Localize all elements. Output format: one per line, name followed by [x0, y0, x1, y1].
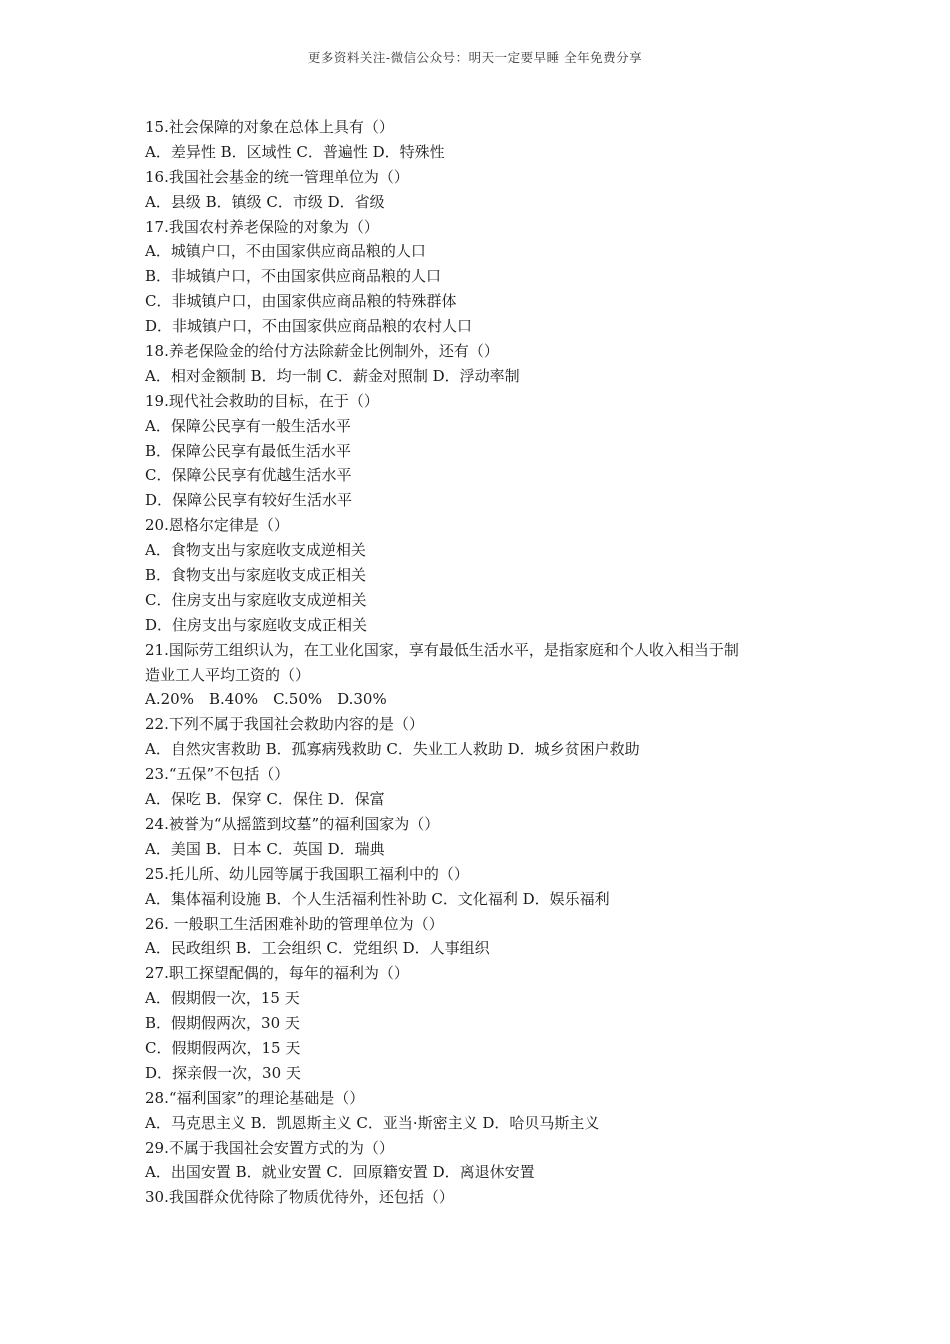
- question-21-continued: 造业工人平均工资的（）: [145, 665, 311, 684]
- question-20-option-c: C．住房支出与家庭收支成逆相关: [145, 590, 367, 609]
- question-29-options: A．出国安置 B．就业安置 C．回原籍安置 D．离退休安置: [145, 1163, 535, 1182]
- question-19-option-c: C．保障公民享有优越生活水平: [145, 466, 352, 485]
- question-27-option-d: D．探亲假一次，30 天: [145, 1063, 301, 1082]
- question-29: 29.不属于我国社会安置方式的为（）: [145, 1138, 394, 1157]
- question-28: 28.“福利国家”的理论基础是（）: [145, 1088, 365, 1107]
- question-28-options: A．马克思主义 B．凯恩斯主义 C．亚当·斯密主义 D．哈贝马斯主义: [145, 1113, 600, 1132]
- question-17: 17.我国农村养老保险的对象为（）: [145, 217, 379, 236]
- question-21: 21.国际劳工组织认为，在工业化国家，享有最低生活水平，是指家庭和个人收入相当于制: [145, 640, 739, 659]
- question-25: 25.托儿所、幼儿园等属于我国职工福利中的（）: [145, 864, 469, 883]
- question-30: 30.我国群众优待除了物质优待外，还包括（）: [145, 1188, 454, 1207]
- question-25-options: A．集体福利设施 B．个人生活福利性补助 C．文化福利 D．娱乐福利: [145, 889, 610, 908]
- question-16: 16.我国社会基金的统一管理单位为（）: [145, 167, 409, 186]
- question-27-option-b: B．假期假两次，30 天: [145, 1014, 300, 1033]
- question-18-options: A．相对金额制 B．均一制 C．薪金对照制 D．浮动率制: [145, 366, 520, 385]
- question-26: 26. 一般职工生活困难补助的管理单位为（）: [145, 914, 444, 933]
- question-17-option-c: C．非城镇户口，由国家供应商品粮的特殊群体: [145, 292, 457, 311]
- question-19-option-a: A．保障公民享有一般生活水平: [145, 416, 351, 435]
- question-17-option-d: D．非城镇户口，不由国家供应商品粮的农村人口: [145, 317, 473, 336]
- question-19-option-b: B．保障公民享有最低生活水平: [145, 441, 352, 460]
- question-27: 27.职工探望配偶的，每年的福利为（）: [145, 964, 409, 983]
- question-15-options: A．差异性 B．区域性 C．普遍性 D．特殊性: [145, 142, 445, 161]
- question-19: 19.现代社会救助的目标，在于（）: [145, 391, 379, 410]
- question-20-option-a: A．食物支出与家庭收支成逆相关: [145, 541, 366, 560]
- page-header: 更多资料关注-微信公众号：明天一定要早睡 全年免费分享: [307, 50, 643, 65]
- question-23: 23.“五保”不包括（）: [145, 765, 290, 784]
- question-20-option-d: D．住房支出与家庭收支成正相关: [145, 615, 368, 634]
- question-list: [145, 115, 825, 1210]
- question-21-options: A.20% B.40% C.50% D.30%: [145, 690, 387, 709]
- question-22: 22.下列不属于我国社会救助内容的是（）: [145, 715, 424, 734]
- question-24-options: A．美国 B．日本 C．英国 D．瑞典: [145, 839, 385, 858]
- question-23-options: A．保吃 B．保穿 C．保住 D．保富: [145, 790, 385, 809]
- question-17-option-a: A．城镇户口，不由国家供应商品粮的人口: [145, 242, 426, 261]
- question-26-options: A．民政组织 B．工会组织 C．党组织 D．人事组织: [145, 939, 490, 958]
- question-20-option-b: B．食物支出与家庭收支成正相关: [145, 566, 367, 585]
- question-15: 15.社会保障的对象在总体上具有（）: [145, 118, 394, 136]
- question-27-option-c: C．假期假两次，15 天: [145, 1038, 301, 1057]
- question-24: 24.被誉为“从摇篮到坟墓”的福利国家为（）: [145, 814, 440, 833]
- question-16-options: A．县级 B．镇级 C．市级 D．省级: [145, 192, 385, 211]
- question-17-option-b: B．非城镇户口，不由国家供应商品粮的人口: [145, 267, 442, 286]
- question-20: 20.恩格尔定律是（）: [145, 516, 289, 535]
- question-27-option-a: A．假期假一次，15 天: [145, 989, 300, 1008]
- question-22-options: A．自然灾害救助 B．孤寡病残救助 C．失业工人救助 D．城乡贫困户救助: [145, 740, 640, 759]
- question-19-option-d: D．保障公民享有较好生活水平: [145, 491, 353, 510]
- question-18: 18.养老保险金的给付方法除薪金比例制外，还有（）: [145, 342, 499, 361]
